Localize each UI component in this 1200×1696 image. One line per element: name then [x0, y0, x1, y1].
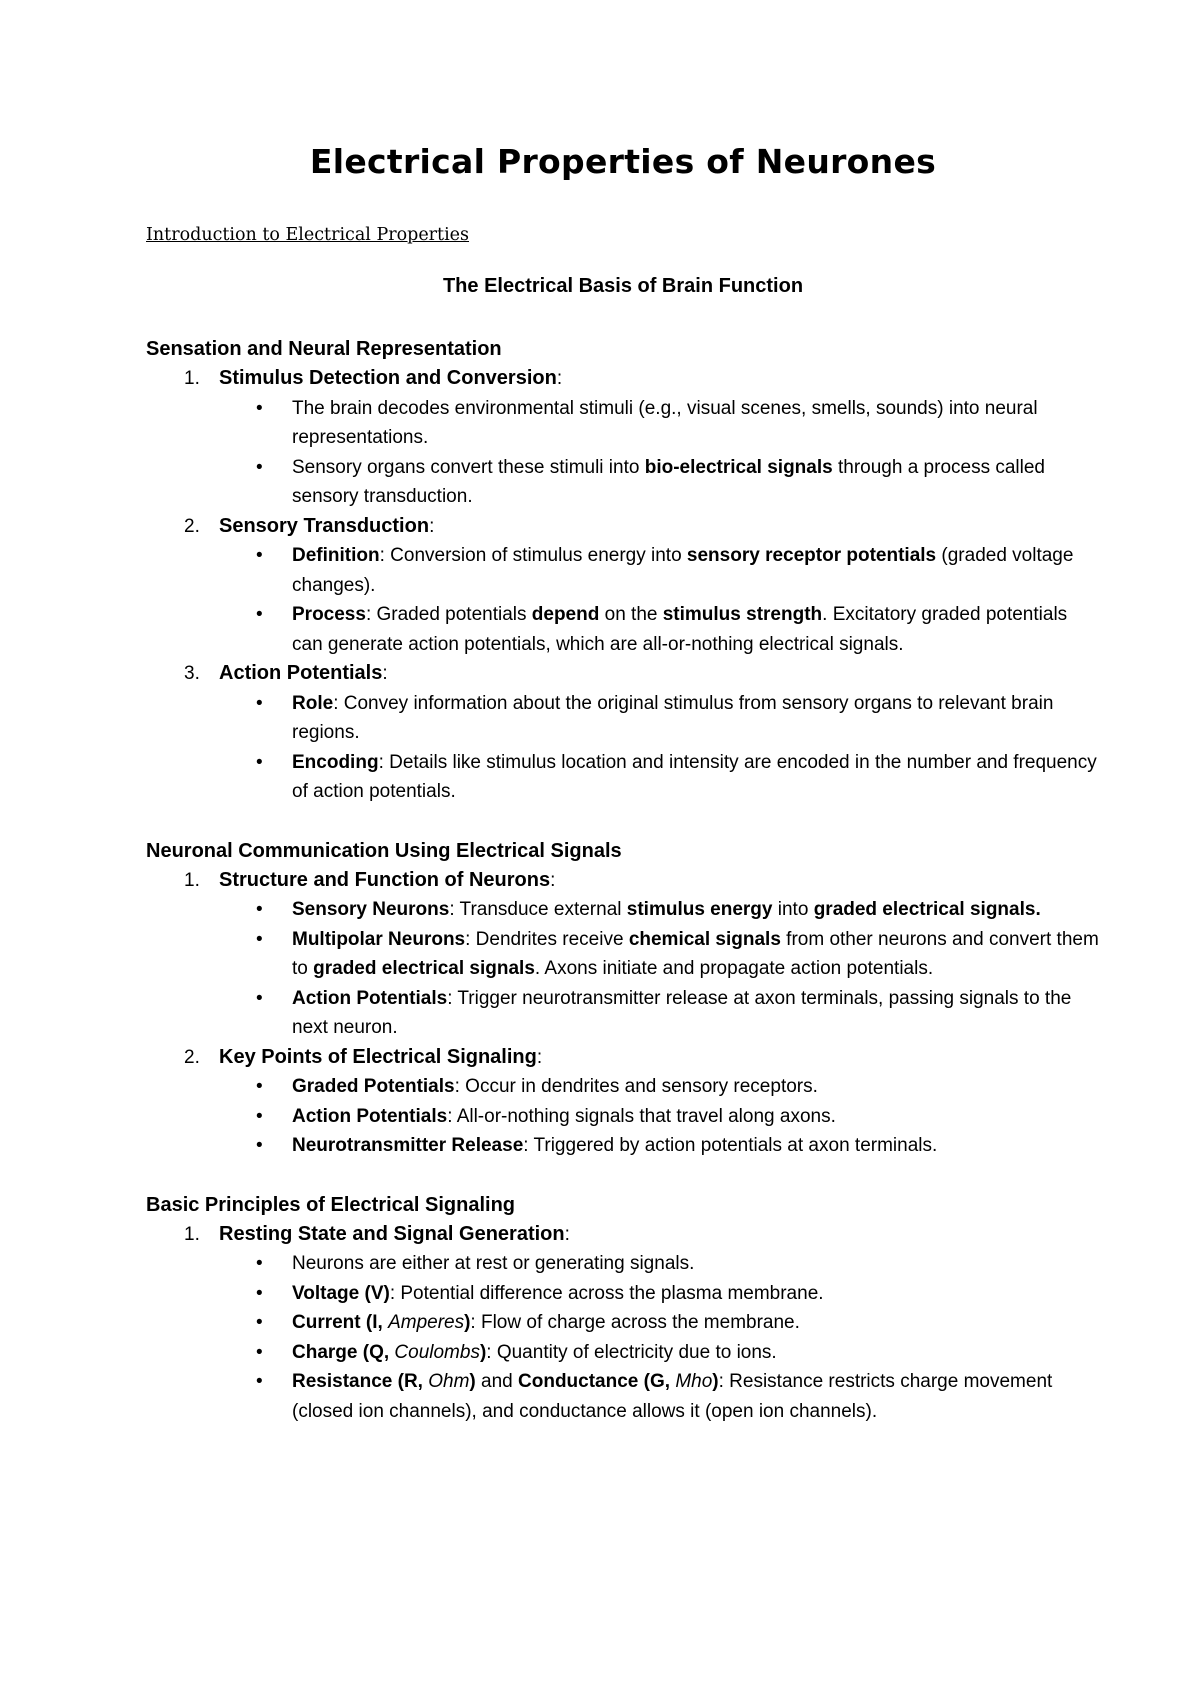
bullet-icon: •	[256, 899, 263, 920]
bold-text: Conductance (G,	[518, 1371, 676, 1392]
bold-text: stimulus strength	[662, 604, 823, 625]
italic-text: Amperes	[388, 1312, 465, 1333]
bullet-item	[146, 541, 1100, 600]
text-run: : Resistance restricts charge movement (closed ion channels), and conductance allows it (open ion channels).	[292, 1371, 1053, 1422]
bullet-item	[146, 1249, 1100, 1279]
bullet-icon: •	[256, 692, 263, 714]
text-run: on the	[599, 604, 663, 625]
section	[146, 335, 1100, 807]
bullet-item	[146, 1102, 1100, 1132]
item-number: 2.	[184, 515, 200, 537]
item-heading: Stimulus Detection and Conversion	[219, 367, 557, 389]
numbered-item: 3. Action Potentials:	[146, 659, 1100, 689]
text-run: into	[772, 899, 814, 920]
numbered-item: 2. Key Points of Electrical Signaling:	[146, 1043, 1100, 1073]
bullet-item	[146, 1367, 1100, 1426]
bold-text: Neurotransmitter Release	[292, 1135, 524, 1156]
intro-heading-link[interactable]: Introduction to Electrical Properties	[146, 225, 470, 245]
section-heading: Basic Principles of Electrical Signaling	[146, 1193, 516, 1216]
bullet-icon: •	[256, 545, 263, 566]
document-title: Electrical Properties of Neurones	[309, 142, 937, 181]
item-number: 2.	[184, 1046, 200, 1068]
bullet-icon: •	[256, 1135, 263, 1156]
bullet-list	[146, 895, 1100, 1043]
bullet-icon: •	[256, 397, 263, 419]
item-heading: Key Points of Electrical Signaling	[219, 1045, 537, 1068]
bullet-item	[146, 1338, 1100, 1368]
bold-text: )	[464, 1312, 471, 1333]
bullet-item	[146, 1279, 1100, 1309]
bold-text: Charge (Q,	[292, 1341, 395, 1363]
numbered-item: 2. Sensory Transduction:	[146, 512, 1100, 542]
bullet-item	[146, 925, 1100, 984]
bullet-item	[146, 895, 1100, 925]
numbered-item: 1. Stimulus Detection and Conversion:	[146, 364, 1100, 394]
bullet-icon: •	[256, 928, 263, 950]
item-heading: Resting State and Signal Generation	[219, 1222, 565, 1245]
text-run: : Quantity of electricity due to ions.	[486, 1341, 777, 1363]
italic-text: Coulombs	[394, 1341, 480, 1363]
text-run: The brain decodes environmental stimuli (e.g., visual scenes, smells, sounds) into neural representations.	[292, 397, 1038, 448]
bold-text: Process	[292, 604, 366, 625]
bold-text: Action Potentials	[292, 1105, 448, 1127]
bold-text: Definition	[292, 545, 380, 566]
bullet-list	[146, 1249, 1100, 1426]
bold-text: depend	[531, 604, 600, 625]
text-run: : Potential difference across the plasma membrane.	[389, 1282, 824, 1304]
bold-text: sensory receptor potentials	[686, 545, 937, 566]
bold-text: graded electrical signals.	[813, 899, 1041, 920]
bullet-item	[146, 600, 1100, 659]
numbered-item: 1. Structure and Function of Neurons:	[146, 866, 1100, 896]
bold-text: bio-electrical signals	[644, 456, 833, 478]
bullet-item	[146, 984, 1100, 1043]
bold-text: Resistance (R,	[292, 1371, 429, 1392]
bold-text: Multipolar Neurons	[292, 928, 466, 950]
text-run: : Transduce external	[449, 899, 627, 920]
text-run: : Occur in dendrites and sensory receptors.	[454, 1076, 818, 1097]
bullet-icon: •	[256, 1371, 263, 1392]
document-body	[146, 335, 1100, 1426]
text-run: : Graded potentials	[365, 604, 532, 625]
numbered-item: 1. Resting State and Signal Generation:	[146, 1220, 1100, 1250]
text-run: and	[475, 1371, 519, 1392]
text-run: : All-or-nothing signals that travel along axons.	[447, 1105, 836, 1127]
bullet-item	[146, 689, 1100, 748]
bold-text: Encoding	[292, 751, 379, 773]
bold-text: )	[712, 1371, 719, 1392]
bullet-list	[146, 541, 1100, 659]
section-heading: Sensation and Neural Representation	[146, 338, 502, 360]
bold-text: stimulus energy	[626, 899, 773, 920]
bullet-item	[146, 1131, 1100, 1161]
item-number: 1.	[184, 368, 200, 389]
bold-text: Action Potentials	[292, 987, 448, 1009]
text-run: : Details like stimulus location and intensity are encoded in the number and frequency of action potentials.	[292, 751, 1097, 802]
bullet-icon: •	[256, 987, 263, 1009]
bold-text: Graded Potentials	[292, 1076, 455, 1097]
bold-text: Sensory Neurons	[292, 899, 450, 920]
bullet-icon: •	[256, 1076, 263, 1097]
bullet-icon: •	[256, 1253, 263, 1274]
text-run: Sensory organs convert these stimuli into	[292, 456, 645, 478]
text-run: (graded voltage changes).	[292, 545, 1074, 596]
section	[146, 837, 1100, 1161]
bold-text: Voltage (V)	[292, 1282, 390, 1304]
bullet-item	[146, 453, 1100, 512]
bullet-list	[146, 689, 1100, 807]
item-number: 3.	[184, 663, 200, 684]
item-heading: Sensory Transduction	[219, 514, 430, 537]
text-run: . Axons initiate and propagate action potentials.	[534, 958, 934, 979]
bullet-item	[146, 1308, 1100, 1338]
text-run: : Conversion of stimulus energy into	[379, 545, 687, 566]
bold-text: Role	[292, 692, 334, 714]
text-run: : Dendrites receive	[465, 928, 629, 950]
section-heading: Neuronal Communication Using Electrical Signals	[146, 839, 622, 862]
text-run: from other neurons and convert them to	[292, 928, 1099, 979]
item-number: 1.	[184, 869, 200, 891]
bullet-list	[146, 1072, 1100, 1161]
bullet-item	[146, 1072, 1100, 1102]
bullet-icon: •	[256, 1105, 263, 1127]
item-number: 1.	[184, 1223, 200, 1245]
bold-text: )	[479, 1341, 487, 1363]
item-heading: Action Potentials	[219, 662, 383, 684]
text-run: : Triggered by action potentials at axon terminals.	[523, 1135, 938, 1156]
italic-text: Mho	[675, 1371, 713, 1392]
bullet-item	[146, 748, 1100, 807]
bold-text: chemical signals	[628, 928, 781, 950]
document-subtitle: The Electrical Basis of Brain Function	[442, 275, 804, 297]
text-run: . Excitatory graded potentials can generate action potentials, which are all-or-nothing electrical signals.	[292, 604, 1068, 655]
bullet-icon: •	[256, 1312, 263, 1333]
bullet-icon: •	[256, 1341, 263, 1363]
bullet-list	[146, 394, 1100, 512]
bullet-item	[146, 394, 1100, 453]
text-run: through a process called sensory transduction.	[292, 456, 1045, 507]
bold-text: graded electrical signals	[313, 958, 535, 979]
text-run: Neurons are either at rest or generating signals.	[292, 1253, 695, 1274]
bullet-icon: •	[256, 1282, 263, 1304]
bullet-icon: •	[256, 751, 263, 773]
item-heading: Structure and Function of Neurons	[219, 868, 551, 891]
text-run: : Flow of charge across the membrane.	[470, 1312, 800, 1333]
bold-text: Current (I,	[292, 1312, 389, 1333]
bold-text: )	[469, 1371, 476, 1392]
bullet-icon: •	[256, 604, 263, 625]
section	[146, 1191, 1100, 1427]
bullet-icon: •	[256, 456, 263, 478]
text-run: : Convey information about the original stimulus from sensory organs to relevant brain regions.	[292, 692, 1054, 743]
italic-text: Ohm	[428, 1371, 470, 1392]
text-run: : Trigger neurotransmitter release at axon terminals, passing signals to the next neuron.	[292, 987, 1072, 1038]
